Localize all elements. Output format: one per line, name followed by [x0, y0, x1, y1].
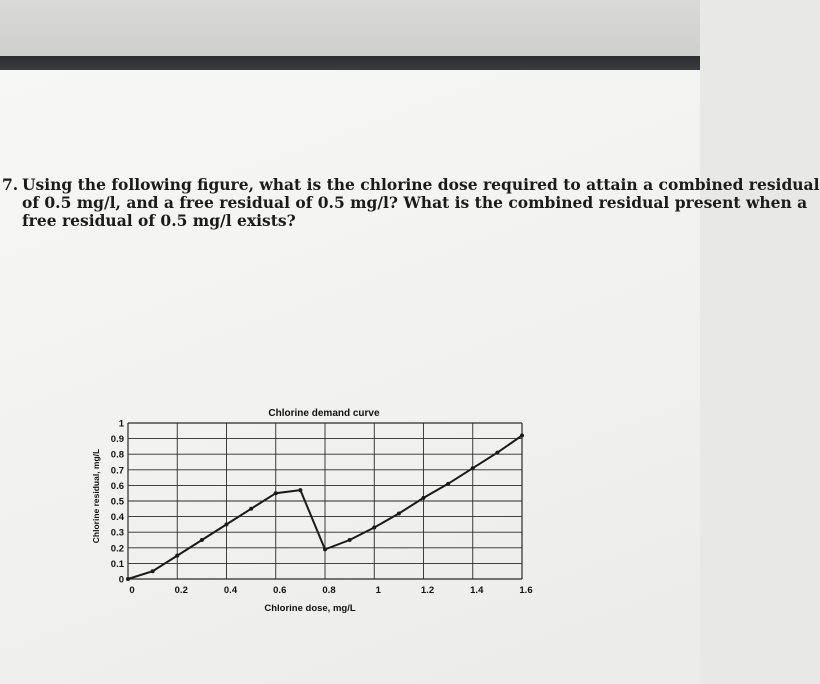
chart-title: Chlorine demand curve [268, 408, 380, 419]
x-tick-label: 0.2 [174, 585, 188, 596]
x-tick-label: 1 [375, 585, 381, 596]
data-point [471, 466, 475, 470]
y-tick-label: 0.7 [110, 465, 124, 477]
data-point [200, 538, 204, 542]
data-point [249, 507, 253, 511]
data-point [446, 482, 450, 486]
data-point [422, 496, 426, 500]
question-number: 7. [2, 175, 19, 194]
data-point [323, 547, 327, 551]
y-tick-label: 0.2 [110, 543, 124, 555]
data-point [151, 569, 155, 573]
y-tick-label: 0 [118, 574, 124, 586]
y-tick-label: 0.6 [110, 480, 124, 492]
question-line: Using the following figure, what is the chlorine dose required to attain a combined residual [22, 175, 820, 194]
y-axis-label: Chlorine residual, mg/L [91, 448, 101, 544]
x-tick-label: 1.2 [420, 585, 435, 596]
y-tick-label: 0.1 [110, 558, 124, 570]
data-point [397, 511, 401, 515]
data-point [372, 526, 376, 530]
x-tick-label: 1.4 [470, 585, 484, 596]
data-point [520, 433, 524, 437]
x-axis-label: Chlorine dose, mg/L [264, 603, 356, 614]
x-tick-label: 0.4 [223, 585, 238, 596]
data-point [274, 491, 278, 495]
y-tick-label: 0.4 [110, 512, 124, 524]
x-tick-label: 1.6 [519, 585, 533, 596]
x-tick-label: 0.8 [322, 585, 336, 596]
y-tick-labels [111, 419, 125, 586]
data-point [175, 554, 179, 558]
y-tick-label: 0.8 [110, 449, 124, 461]
chart-grid [128, 423, 522, 579]
data-point [126, 577, 130, 581]
y-tick-label: 0.5 [110, 496, 124, 508]
question-line: of 0.5 mg/l, and a free residual of 0.5 mg/l? What is the combined residual present when a [22, 193, 808, 212]
data-point [495, 451, 499, 455]
data-point [225, 522, 229, 526]
x-tick-labels [129, 585, 532, 596]
y-tick-label: 1 [118, 418, 124, 430]
x-tick-label: 0 [129, 585, 135, 596]
y-tick-label: 0.9 [110, 434, 124, 446]
data-point [298, 488, 302, 492]
x-tick-label: 0.6 [273, 585, 287, 596]
data-point [348, 538, 352, 542]
y-tick-label: 0.3 [110, 527, 124, 539]
question-line: free residual of 0.5 mg/l exists? [22, 211, 296, 230]
